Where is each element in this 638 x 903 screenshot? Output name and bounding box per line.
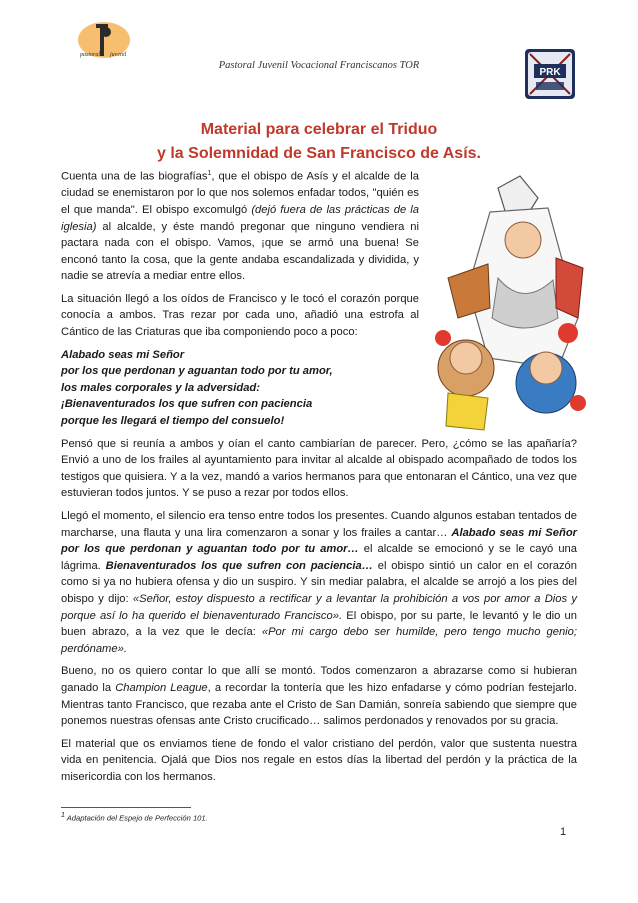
logo-text-left: pastoral [80,52,101,58]
poem-line: ¡Bienaventurados los que sufren con paciencia [61,398,313,411]
logo-text-right: juvenil [110,52,127,58]
paragraph-4: Llegó el momento, el silencio era tenso entre todos los presentes. Cuando algunos estaban tentados de marcharse, una flauta y una lira comenzaron a sonar y los frailes a cantar… Alabado seas mi Señor por los que perdonan y aguantan todo por tu amor… el alcalde se emocionó y se le cayó una lágrima. Bienaventurados los que sufren con paciencia… el obispo sintió un calor en el corazón como si ya no hubiera ofensa y dio un suspiro. Y sin mediar palabra, el alcalde se arrojó a los pies del obispo y dijo: «Señor, estoy dispuesto a rectificar y a levantar la prohibición a vos por amor a Dios y porque así lo ha querido el bienaventurado Francisco». El obispo, por su parte, le levantó y le dio un buen abrazo, a la vez que le decía: «Por mi cargo debo ser humilde, pero tengo mucho genio; perdóname». [61,510,578,655]
title-line-1: Material para celebrar el Triduo [200,121,438,138]
poem-line: Alabado seas mi Señor [61,348,185,361]
poem-line: porque les llegará el tiempo del consuelo! [61,415,285,428]
page-number: 1 [560,826,567,838]
title-line-2: y la Solemnidad de San Francisco de Asís. [157,145,481,162]
paragraph-1: Cuenta una de las biografías$^1$, que el obispo de Asís y el alcalde de la ciudad se enemistaron por lo que nos solemos enfadar todos, "quién es el que manda". El obispo excomulgó (dejó fuera de las prácticas de la iglesia) al alcalde, y éste mandó pregonar que ninguno vendiera ni pactara nada con el obispo. Vamos, ¡que se armó una buena! Se enconó tanto la cosa, que la gente andaba escandalizada y dividida, y nadie se atrevía a mediar entre ellos. [61,170,419,283]
pastoral-juvenil-logo [74,18,136,64]
footnote-ref: 1 [207,170,212,177]
paragraph-2: La situación llegó a los oídos de Francisco y le tocó el corazón porque conocía a ambos. Tras rezar por cada uno, añadió una estrofa al Cántico de las Criaturas que iba componiendo poco a poco: [61,292,419,339]
footnote-divider [61,807,191,808]
document-body [61,166,577,792]
footnote: $^1$ Adaptación del Espejo de Perfección 101. [61,812,208,823]
page-header: Pastoral Juvenil Vocacional Franciscanos TOR [218,60,420,71]
paragraph-6: El material que os enviamos tiene de fondo el valor cristiano del perdón, valor que sustenta nuestra vida en penitencia. Ojalá que Dios nos regale en estos días la libertad del perdón y la práctica de la misericordia con los hermanos. [61,737,577,783]
poem-line: los males corporales y la adversidad: [61,381,260,394]
prk-seal-logo [524,48,576,100]
paragraph-3: Pensó que si reunía a ambos y oían el canto cambiarían de parecer. Pero, ¿cómo se las apañaría? Envió a uno de los frailes al ayuntamiento para invitar al alcalde al obispado acompañado de todos los testigos que quisiera. Y a la vez, mandó a varios hermanos para que entonaran el Cántico, una vez que estuvieran todos juntos. Y se puso a rezar por todos ellos. [61,437,577,500]
poem [61,347,419,430]
seal-text: PRK [539,67,561,78]
paragraph-5: Bueno, no os quiero contar lo que allí se montó. Todos comenzaron a abrazarse como si hubieran ganado la Champion League, a recordar la tontería que les hizo enfadarse y cómo podrían festejarlo. Mientras tanto Francisco, que rezaba ante el Cristo de San Damián, sonreía sabiendo que siempre que ponemos nuestras ofensas ante Cristo crucificado… salimos perdonados y renovados por su gracia. [61,665,577,728]
document-title [0,118,638,166]
poem-line: por los que perdonan y aguantan todo por tu amor, [61,365,333,378]
